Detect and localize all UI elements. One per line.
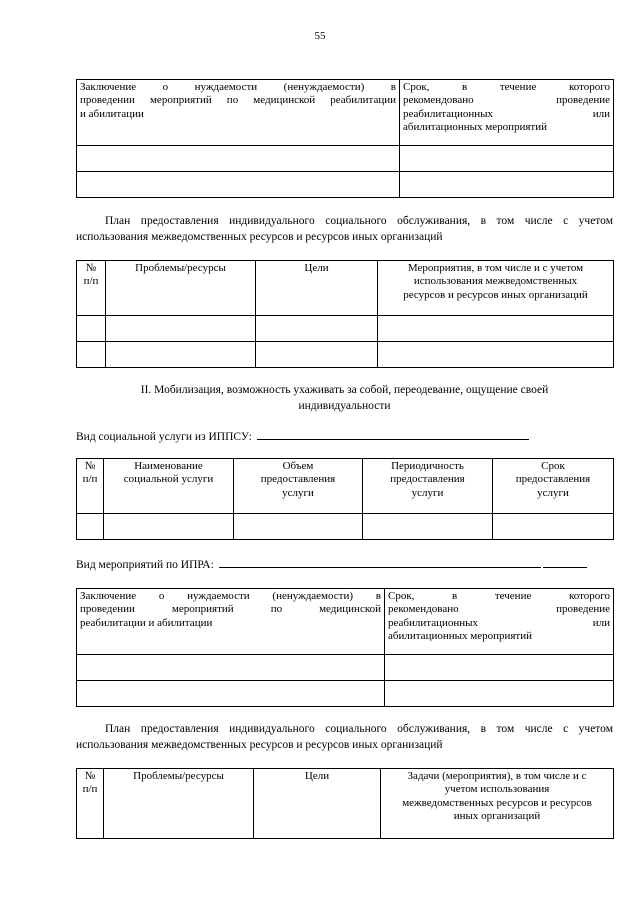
rehab-conclusion-table-1 (76, 79, 614, 198)
col-number: № п/п (77, 261, 106, 316)
page-number: 55 (314, 30, 326, 42)
col-volume: Объем предоставления услуги (234, 459, 363, 514)
ipra-field[interactable] (219, 557, 541, 568)
ipra-line (76, 557, 613, 572)
table-cell[interactable] (77, 655, 385, 681)
plan-table-1 (76, 260, 614, 368)
col-number: № п/п (77, 769, 104, 839)
col-goals: Цели (254, 769, 381, 839)
term-header: Срок, в течение которого рекомендовано проведение реабилитационных или абилитационных мероприятий (400, 80, 614, 146)
col-activities: Мероприятия, в том числе и с учетом использования межведомственных ресурсов и ресурсов иных организаций (378, 261, 614, 316)
rehab-conclusion-table-2 (76, 588, 614, 707)
col-periodicity: Периодичность предоставления услуги (363, 459, 493, 514)
service-type-field[interactable] (257, 429, 529, 440)
table-cell[interactable] (77, 146, 400, 172)
conclusion-header: Заключение о нуждаемости (ненуждаемости) в проведении мероприятий по медицинской реабилитации и абилитации (77, 80, 400, 146)
table-cell[interactable] (234, 514, 363, 540)
social-service-table (76, 458, 614, 540)
table-cell[interactable] (77, 514, 104, 540)
ipra-field-extra[interactable] (543, 557, 587, 568)
table-cell[interactable] (400, 172, 614, 198)
plan-table-2 (76, 768, 614, 839)
conclusion-header: Заключение о нуждаемости (ненуждаемости) в проведении мероприятий по медицинской реабилитации и абилитации (77, 589, 385, 655)
term-header: Срок, в течение которого рекомендовано проведение реабилитационных или абилитационных мероприятий (385, 589, 614, 655)
section-2-heading: II. Мобилизация, возможность ухаживать за собой, переодевание, ощущение своей индивидуальности (140, 384, 549, 412)
table-cell[interactable] (77, 342, 106, 368)
table-cell[interactable] (400, 146, 614, 172)
service-type-label: Вид социальной услуги из ИППСУ: (76, 431, 252, 443)
col-problems: Проблемы/ресурсы (106, 261, 256, 316)
table-cell[interactable] (106, 316, 256, 342)
table-cell[interactable] (104, 514, 234, 540)
col-goals: Цели (256, 261, 378, 316)
col-service-name: Наименование социальной услуги (104, 459, 234, 514)
table-cell[interactable] (256, 342, 378, 368)
table-cell[interactable] (378, 342, 614, 368)
col-number: № п/п (77, 459, 104, 514)
table-cell[interactable] (363, 514, 493, 540)
col-term: Срок предоставления услуги (493, 459, 614, 514)
col-tasks: Задачи (мероприятия), в том числе и с учетом использования межведомственных ресурсов и ресурсов иных организаций (381, 769, 614, 839)
plan-paragraph-1: План предоставления индивидуального социального обслуживания, в том числе с учетом использования межведомственных ресурсов и ресурсов иных организаций (76, 215, 613, 243)
table-cell[interactable] (378, 316, 614, 342)
ipra-label: Вид мероприятий по ИПРА: (76, 559, 214, 571)
col-problems: Проблемы/ресурсы (104, 769, 254, 839)
plan-paragraph-2: План предоставления индивидуального социального обслуживания, в том числе с учетом использования межведомственных ресурсов и ресурсов иных организаций (76, 723, 613, 751)
table-cell[interactable] (385, 681, 614, 707)
table-cell[interactable] (77, 681, 385, 707)
table-cell[interactable] (385, 655, 614, 681)
table-cell[interactable] (77, 172, 400, 198)
table-cell[interactable] (493, 514, 614, 540)
table-cell[interactable] (256, 316, 378, 342)
service-type-line (76, 429, 613, 444)
table-cell[interactable] (77, 316, 106, 342)
table-cell[interactable] (106, 342, 256, 368)
